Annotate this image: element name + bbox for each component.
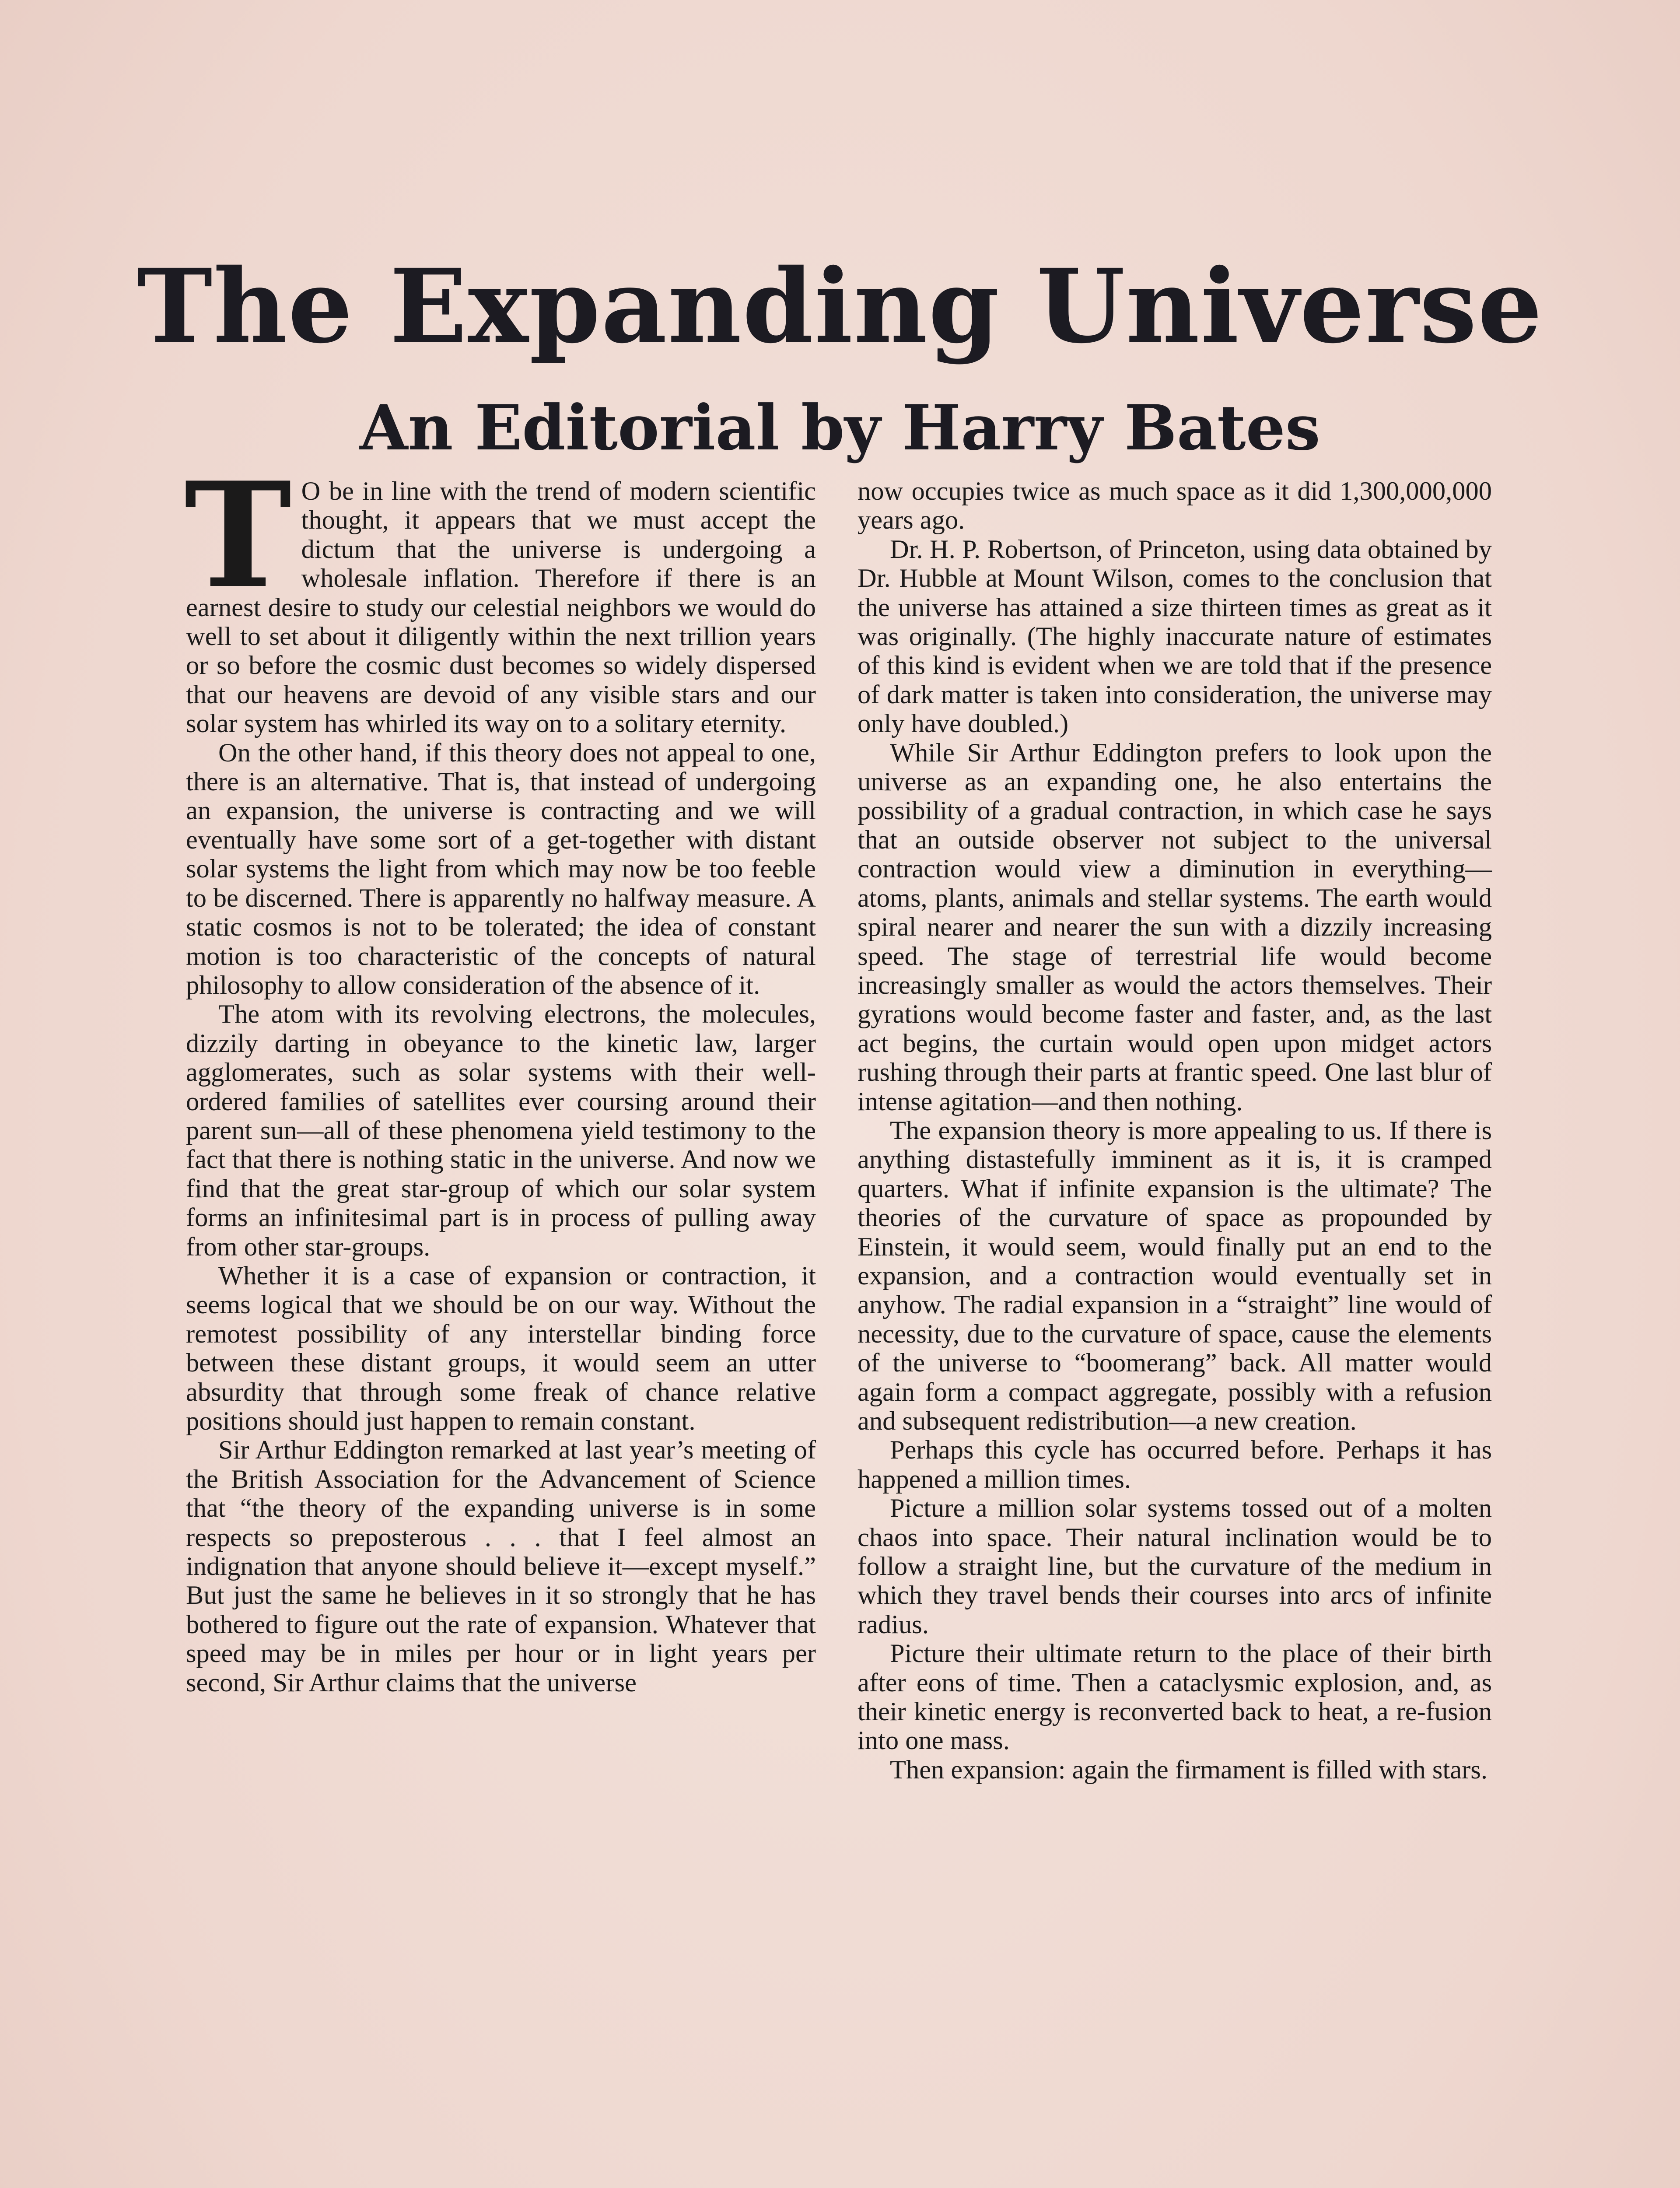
paragraph-1 <box>184 450 816 739</box>
paragraph-12: Then expansion: again the firmament is filled with stars. <box>890 1755 1488 1785</box>
paragraph-10: Picture a million solar systems tossed out of a molten chaos into space. Their natural inclination would be to follow a straight line, but the curvature of the medium in which they travel bends their courses into arcs of infinite radius. <box>858 1494 1492 1639</box>
left-column <box>184 450 816 1697</box>
paragraph-11: Picture their ultimate return to the place of their birth after eons of time. Then a cataclysmic explosion, and, as their kinetic energy is reconverted back to heat, a re-fusion into one mass. <box>858 1639 1492 1756</box>
article-subtitle: An Editorial by Harry Bates <box>360 391 1320 464</box>
right-column <box>858 477 1492 1785</box>
paragraph-2: On the other hand, if this theory does not appeal to one, there is an alternative. That is, that instead of undergoing an expansion, the universe is contracting and we will eventually have some sort of a get-together with distant solar systems the light from which may now be too feeble to be discerned. There is apparently no halfway measure. A static cosmos is not to be tolerated; the idea of constant motion is too characteristic of the concepts of natural philosophy to allow consideration of the absence of it. <box>186 738 816 1000</box>
paragraph-1-text: O be in line with the trend of modern scientific thought, it appears that we must accept the dictum that the universe is undergoing a wholesale inflation. Therefore if there is an earnest desire to study our celestial neighbors we would do well to set about it diligently within the next trillion years or so before the cosmic dust becomes so widely dispersed that our heavens are devoid of any visible stars and our solar system has whirled its way on to a solitary eternity. <box>186 477 816 739</box>
paragraph-8: The expansion theory is more appealing to us. If there is anything distastefully imminent as it is, it is cramped quarters. What if infinite expansion is the ultimate? The theories of the curvature of space as propounded by Einstein, it would seem, would finally put an end to the expansion, and a contraction would eventually set in anyhow. The radial expansion in a “straight” line would of necessity, due to the curvature of space, cause the elements of the universe to “boomerang” back. All matter would again form a compact aggregate, possibly with a refusion and subsequent redistribution—a new creation. <box>858 1115 1492 1436</box>
paragraph-3: The atom with its revolving electrons, the molecules, dizzily darting in obeyance to the kinetic law, larger agglomerates, such as solar systems with their well-ordered families of satellites ever coursing around their parent sun—all of these phenomena yield testimony to the fact that there is nothing static in the universe. And now we find that the great star-group of which our solar system forms an infinitesimal part is in process of pulling away from other star-groups. <box>186 999 816 1262</box>
paragraph-7: While Sir Arthur Eddington prefers to look upon the universe as an expanding one, he also entertains the possibility of a gradual contraction, in which case he says that an outside observer not subject to the universal contraction would view a diminution in everything—atoms, plants, animals and stellar systems. The earth would spiral nearer and nearer the sun with a dizzily increasing speed. The stage of terrestrial life would become increasingly smaller as would the actors themselves. Their gyrations would become faster and faster, and, as the last act begins, the curtain would open upon midget actors rushing through their parts at frantic speed. One last blur of intense agitation—and then nothing. <box>858 738 1492 1116</box>
paragraph-5: Sir Arthur Eddington remarked at last year’s meeting of the British Association for the Advancement of Science that “the theory of the expanding universe is in some respects so preposterous . . . that I feel almost an indignation that anyone should believe it—except myself.” But just the same he believes in it so strongly that he has bothered to figure out the rate of expansion. Whatever that speed may be in miles per hour or in light years per second, Sir Arthur claims that the universe <box>186 1435 816 1697</box>
paragraph-5-continued: now occupies twice as much space as it did 1,300,000,000 years ago. <box>858 477 1492 535</box>
drop-cap: T <box>184 450 292 620</box>
paragraph-9: Perhaps this cycle has occurred before. Perhaps it has happened a million times. <box>858 1435 1492 1494</box>
article-title: The Expanding Universe <box>136 246 1544 366</box>
paragraph-6: Dr. H. P. Robertson, of Princeton, using data obtained by Dr. Hubble at Mount Wilson, comes to the conclusion that the universe has attained a size thirteen times as great as it was originally. (The highly inaccurate nature of estimates of this kind is evident when we are told that if the presence of dark matter is taken into consideration, the universe may only have doubled.) <box>858 534 1492 739</box>
paragraph-4: Whether it is a case of expansion or contraction, it seems logical that we should be on our way. Without the remotest possibility of any interstellar binding force between these distant groups, it would seem an utter absurdity that through some freak of chance relative positions should just happen to remain constant. <box>186 1261 816 1436</box>
